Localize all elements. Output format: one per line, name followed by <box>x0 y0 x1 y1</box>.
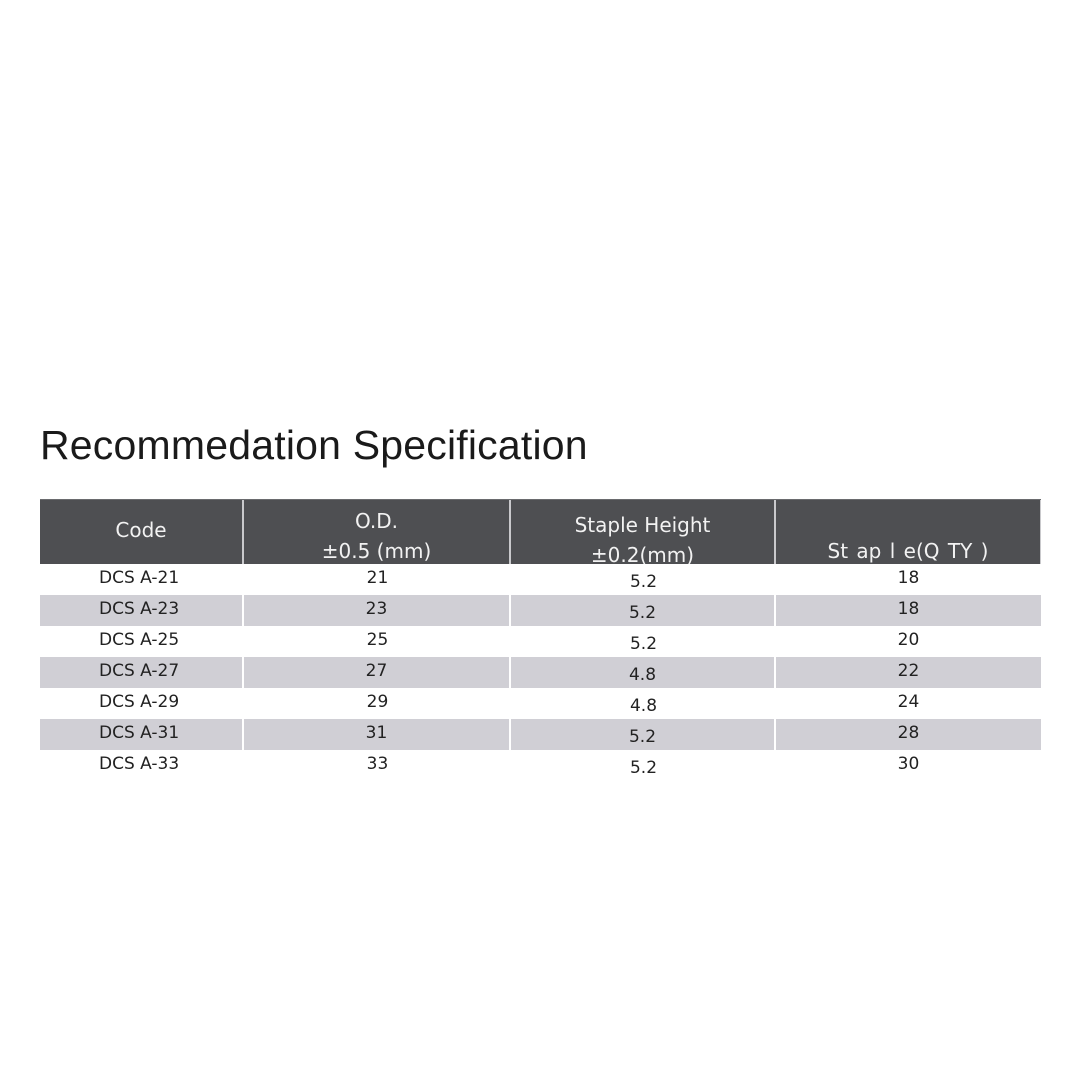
cell-staple-height <box>511 688 776 719</box>
cell-od <box>244 595 511 626</box>
cell-staple-height-text: 5.2 <box>628 603 657 623</box>
header-code <box>40 500 244 564</box>
cell-od <box>244 688 511 719</box>
cell-staple-qty <box>776 688 1041 719</box>
cell-staple-qty <box>776 595 1041 626</box>
header-code-label: Code <box>115 518 167 542</box>
cell-staple-height <box>511 719 776 750</box>
cell-staple-qty <box>776 564 1041 595</box>
cell-staple-qty-text: 30 <box>897 754 920 774</box>
header-od <box>244 500 511 564</box>
cell-staple-height <box>511 750 776 781</box>
cell-od-text: 21 <box>366 568 389 588</box>
table-row <box>40 750 1041 781</box>
cell-staple-qty <box>776 626 1041 657</box>
cell-od-text: 33 <box>366 754 389 774</box>
cell-od-text: 25 <box>366 630 389 650</box>
cell-staple-height-text: 5.2 <box>629 634 658 654</box>
cell-code <box>40 688 244 719</box>
cell-staple-qty <box>776 750 1041 781</box>
cell-staple-qty-text: 22 <box>897 661 920 681</box>
table-row <box>40 595 1041 626</box>
cell-od <box>244 626 511 657</box>
cell-od-text: 27 <box>365 661 388 681</box>
cell-staple-qty-text: 28 <box>897 723 920 743</box>
cell-staple-height <box>511 564 776 595</box>
cell-code <box>40 719 244 750</box>
cell-code-text: DCS A-33 <box>99 754 180 774</box>
table-header-row <box>40 499 1041 564</box>
cell-code-text: DCS A-23 <box>99 599 180 619</box>
cell-od <box>244 657 511 688</box>
header-staple-height-tolerance: ±0.2(mm) <box>590 543 695 564</box>
cell-staple-qty-text: 18 <box>897 599 920 619</box>
table-row <box>40 719 1041 750</box>
cell-od <box>244 564 511 595</box>
header-od-tolerance: ±0.5 (mm) <box>321 539 432 563</box>
cell-od <box>244 750 511 781</box>
table-row <box>40 564 1041 595</box>
cell-code <box>40 595 244 626</box>
cell-staple-height-text: 5.2 <box>629 572 658 592</box>
cell-staple-qty <box>776 719 1041 750</box>
cell-staple-height-text: 4.8 <box>628 665 657 685</box>
cell-staple-qty <box>776 657 1041 688</box>
table-row <box>40 657 1041 688</box>
page-title: Recommedation Specification <box>40 422 588 468</box>
header-staple-qty <box>776 500 1041 564</box>
cell-od-text: 29 <box>366 692 389 712</box>
cell-code <box>40 564 244 595</box>
cell-code-text: DCS A-29 <box>99 692 180 712</box>
cell-staple-height <box>511 595 776 626</box>
header-staple-height-label: Staple Height <box>574 513 711 537</box>
cell-code-text: DCS A-25 <box>99 630 180 650</box>
cell-od <box>244 719 511 750</box>
cell-staple-height <box>511 626 776 657</box>
cell-od-text: 23 <box>365 599 388 619</box>
cell-staple-height-text: 5.2 <box>629 758 658 778</box>
header-staple-qty-label: St ap l e(Q TY ) <box>827 539 989 563</box>
cell-staple-height-text: 5.2 <box>628 727 657 747</box>
cell-code <box>40 657 244 688</box>
cell-code <box>40 626 244 657</box>
cell-code <box>40 750 244 781</box>
table-row <box>40 688 1041 719</box>
cell-code-text: DCS A-27 <box>99 661 180 681</box>
cell-staple-qty-text: 24 <box>897 692 920 712</box>
cell-code-text: DCS A-21 <box>99 568 180 588</box>
cell-staple-height <box>511 657 776 688</box>
cell-code-text: DCS A-31 <box>99 723 180 743</box>
spec-table <box>40 499 1041 781</box>
header-staple-height <box>511 500 776 564</box>
cell-od-text: 31 <box>365 723 388 743</box>
header-od-label: O.D. <box>354 509 399 533</box>
cell-staple-height-text: 4.8 <box>629 696 658 716</box>
cell-staple-qty-text: 20 <box>897 630 920 650</box>
cell-staple-qty-text: 18 <box>897 568 920 588</box>
table-row <box>40 626 1041 657</box>
